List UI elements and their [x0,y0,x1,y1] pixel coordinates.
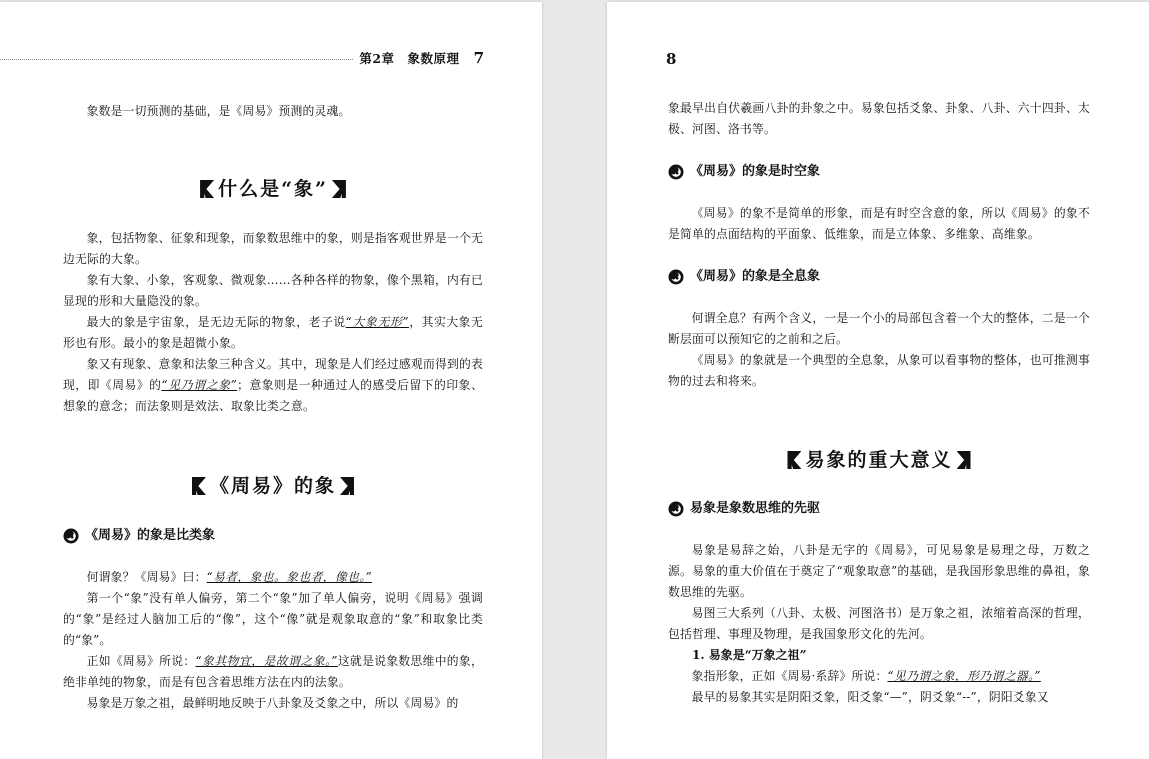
swirl-icon [668,269,684,285]
bracket-right-icon [332,180,346,198]
section-title-text: 什么是“象” [218,178,328,200]
sub-heading [63,526,483,546]
sub-heading [668,499,1090,519]
header-rule [0,59,353,60]
bracket-left-icon [200,180,214,198]
section3-body [668,540,1090,708]
quote: “大象无形” [345,315,409,329]
sub2-body [668,308,1090,392]
sub-heading-text: 易象是象数思维的先驱 [690,501,821,516]
paragraph: 《周易》的象不是简单的形象，而是有时空含意的象，所以《周易》的象不是简单的点面结构的平面象、低维象，而是立体象、多维象、高维象。 [668,206,1090,241]
paragraph: 象最早出自伏羲画八卦的卦象之中。易象包括爻象、卦象、八卦、六十四卦、太极、河图、洛书等。 [668,101,1090,136]
quote: “见乃谓之象” [161,378,238,392]
paragraph: 正如《周易》所说：“象其物宜，是故谓之象。”这就是说象数思维中的象，绝非单纯的物象，而是有包含着思维方法在内的法象。 [63,654,483,689]
section-what-is-xiang [63,174,483,204]
sub-heading-text: 《周易》的象是时空象 [690,164,821,179]
sub-heading-block [668,162,1090,182]
sub-heading [668,162,1090,182]
paragraph: 《周易》的象就是一个典型的全息象，从象可以看事物的整体，也可推测事物的过去和将来。 [668,353,1090,388]
paragraph: 象有大象、小象，客观象、微观象……各种各样的物象，像个黑箱，内有已显现的形和大量隐没的象。 [63,273,483,308]
running-head [0,48,484,68]
section-title [668,445,1090,475]
swirl-icon [668,501,684,517]
bracket-right-icon [340,477,354,495]
intro-paragraph: 象数是一切预测的基础，是《周易》预测的灵魂。 [86,104,351,118]
sub-heading-text: 《周易》的象是全息象 [690,269,821,284]
left-page [0,2,542,759]
right-page [607,2,1149,759]
paragraph: 象，包括物象、征象和现象，而象数思维中的象，则是指客观世界是一个无边无际的大象。 [63,231,483,266]
bracket-left-icon [192,477,206,495]
sub-heading-text: 《周易》的象是比类象 [85,528,216,543]
paragraph: 易象是万象之祖，最鲜明地反映于八卦象及爻象之中，所以《周易》的 [86,696,459,710]
section-significance [668,445,1090,475]
swirl-icon [63,528,79,544]
paragraph: 最早的易象其实是阴阳爻象，阳爻象“—”，阴爻象“--”，阴阳爻象又 [691,690,1049,704]
chapter-title: 第2章 象数原理 [359,51,460,66]
sub-heading [668,267,1090,287]
page-number: 8 [666,50,677,68]
section-title [63,174,483,204]
paragraph: 象又有现象、意象和法象三种含义。其中，现象是人们经过感观而得到的表现，即《周易》的“见乃谓之象”；意象则是一种通过人的感受后留下的印象、想象的意念；而法象则是效法、取象比类之意。 [63,357,483,413]
page-number: 7 [473,49,484,67]
paragraph: 何谓全息？有两个含义，一是一个小的局部包含着一个大的整体，二是一个断层面可以预知它的之前和之后。 [668,311,1090,346]
paragraph: 象指形象，正如《周易·系辞》所说：“见乃谓之象，形乃谓之器。” [691,669,1041,683]
paragraph: 易图三大系列（八卦、太极、河图洛书）是万象之祖，浓缩着高深的哲理，包括哲理、事理及物理，是我国象形文化的先河。 [668,606,1090,641]
paragraph: 第一个“象”没有单人偏旁，第二个“象”加了单人偏旁，说明《周易》强调的“象”是经过人脑加工后的“像”，这个“像”就是观象取意的“象”和取象比类的“象”。 [63,591,483,647]
section2-body [63,567,483,714]
section-title-text: 《周易》的象 [209,475,336,497]
section-title [63,471,483,501]
sub-heading-block [63,526,483,546]
sub-heading-block [668,267,1090,287]
bracket-right-icon [957,451,971,469]
sub-heading-block [668,499,1090,519]
bracket-left-icon [787,451,801,469]
section-title-text: 易象的重大意义 [805,449,953,471]
intro-block [63,101,483,122]
paragraph: 易象是易辞之始，八卦是无字的《周易》，可见易象是易理之母，万数之源。易象的重大价值在于奠定了“观象取意”的基础，是我国形象思维的鼻祖，象数思维的先驱。 [668,543,1090,599]
numbered-heading: 1. 易象是“万象之祖” [692,648,807,662]
quote: “象其物宜，是故谓之象。” [195,654,338,668]
quote: “易者，象也。象也者，像也。” [206,570,373,584]
paragraph: 最大的象是宇宙象，是无边无际的物象，老子说“大象无形”，其实大象无形也有形。最小的象是超微小象。 [63,315,483,350]
section1-body [63,228,483,417]
paragraph: 何谓象？《周易》曰：“易者，象也。象也者，像也。” [86,570,373,584]
sub1-body [668,203,1090,245]
swirl-icon [668,164,684,180]
quote: “见乃谓之象，形乃谓之器。” [887,669,1041,683]
continued-block [668,98,1090,140]
section-zhouyi-xiang [63,471,483,501]
